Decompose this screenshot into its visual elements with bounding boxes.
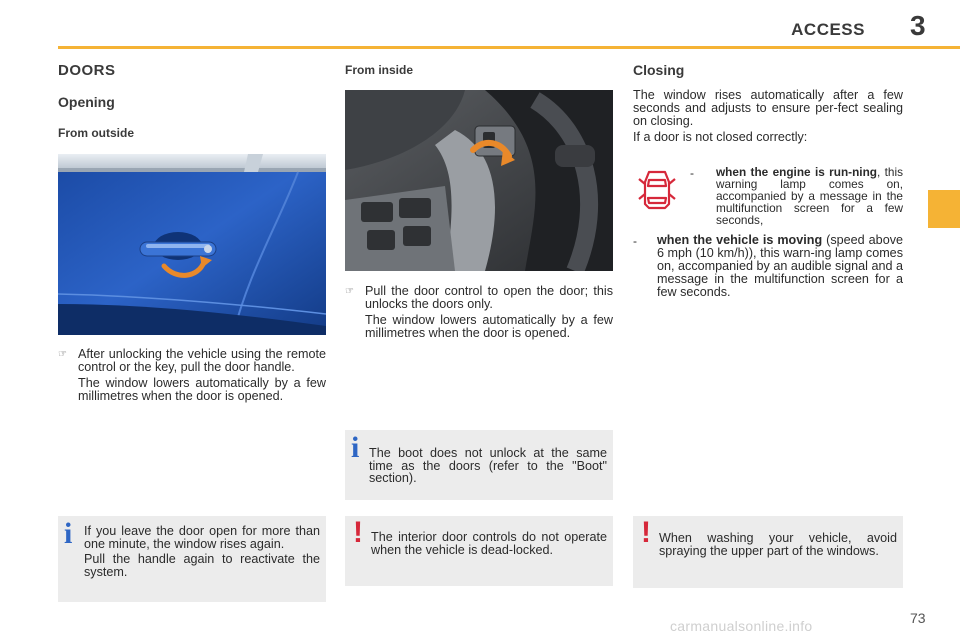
inside-bullet-text-1: Pull the door control to open the door; this unlocks the doors only. [365, 284, 613, 311]
note-interior-text: The interior door controls do not operate when the vehicle is dead-locked. [371, 530, 607, 557]
outside-bullet-text-2: The window lowers automatically by a few millimetres when the door is opened. [78, 376, 326, 403]
page-number: 73 [910, 610, 926, 626]
header-rule [58, 46, 960, 49]
pointing-hand-icon: ☞ [345, 286, 354, 297]
inside-bullet [345, 285, 613, 340]
doors-heading: DOORS [58, 62, 116, 79]
note-door-open [58, 516, 326, 602]
outside-bullet [58, 348, 326, 403]
from-outside-heading: From outside [58, 126, 135, 140]
dash: - [690, 166, 694, 180]
outside-bullet-text-1: After unlocking the vehicle using the remote control or the key, pull the door handle. [78, 347, 326, 374]
chapter-title: ACCESS [791, 20, 865, 39]
closing-heading: Closing [633, 62, 685, 78]
closing-item-engine-text [716, 166, 903, 226]
note-boot [345, 430, 613, 500]
note-door-open-text-2: Pull the handle again to reactivate the system. [84, 552, 320, 579]
closing-intro [633, 89, 903, 144]
closing-item-moving [633, 234, 903, 299]
info-icon: i [351, 431, 360, 464]
door-open-warning-lamp-icon [637, 168, 677, 212]
info-icon: i [64, 517, 73, 550]
closing-text-1: The window rises automatically after a few seconds and adjusts to ensure per-fect sealing on closing. [633, 88, 903, 128]
closing-item-engine-bold: when the engine is run-ning [716, 165, 877, 179]
warning-icon: ! [641, 516, 651, 549]
note-washing [633, 516, 903, 588]
closing-item-engine-rest: , this warning lamp comes on, accompanied by a message in the multifunction screen for a few seconds, [716, 165, 904, 227]
watermark: carmanualsonline.info [670, 618, 813, 634]
note-interior [345, 516, 613, 586]
dash: - [633, 234, 637, 248]
chapter-tab [928, 190, 960, 228]
pointing-hand-icon: ☞ [58, 349, 67, 360]
outside-door-photo [58, 154, 326, 335]
closing-item-engine [690, 166, 903, 226]
chapter-number: 3 [910, 10, 926, 41]
inside-door-photo [345, 90, 613, 271]
opening-heading: Opening [58, 94, 115, 110]
note-washing-text: When washing your vehicle, avoid spraying the upper part of the windows. [659, 531, 897, 558]
inside-bullet-text-2: The window lowers automatically by a few millimetres when the door is opened. [365, 313, 613, 340]
closing-text-2: If a door is not closed correctly: [633, 130, 808, 144]
closing-item-moving-rest: (speed above 6 mph (10 km/h)), this warn-ing lamp comes on, accompanied by an audible signal and a message in the multifunction screen for a few seconds. [657, 233, 903, 299]
closing-item-moving-text [657, 234, 903, 299]
note-door-open-text-1: If you leave the door open for more than one minute, the window rises again. [84, 524, 320, 551]
from-inside-heading: From inside [345, 63, 414, 77]
warning-icon: ! [353, 516, 363, 549]
note-boot-text: The boot does not unlock at the same time as the doors (refer to the "Boot" section). [369, 446, 607, 485]
closing-item-moving-bold: when the vehicle is moving [657, 233, 823, 247]
